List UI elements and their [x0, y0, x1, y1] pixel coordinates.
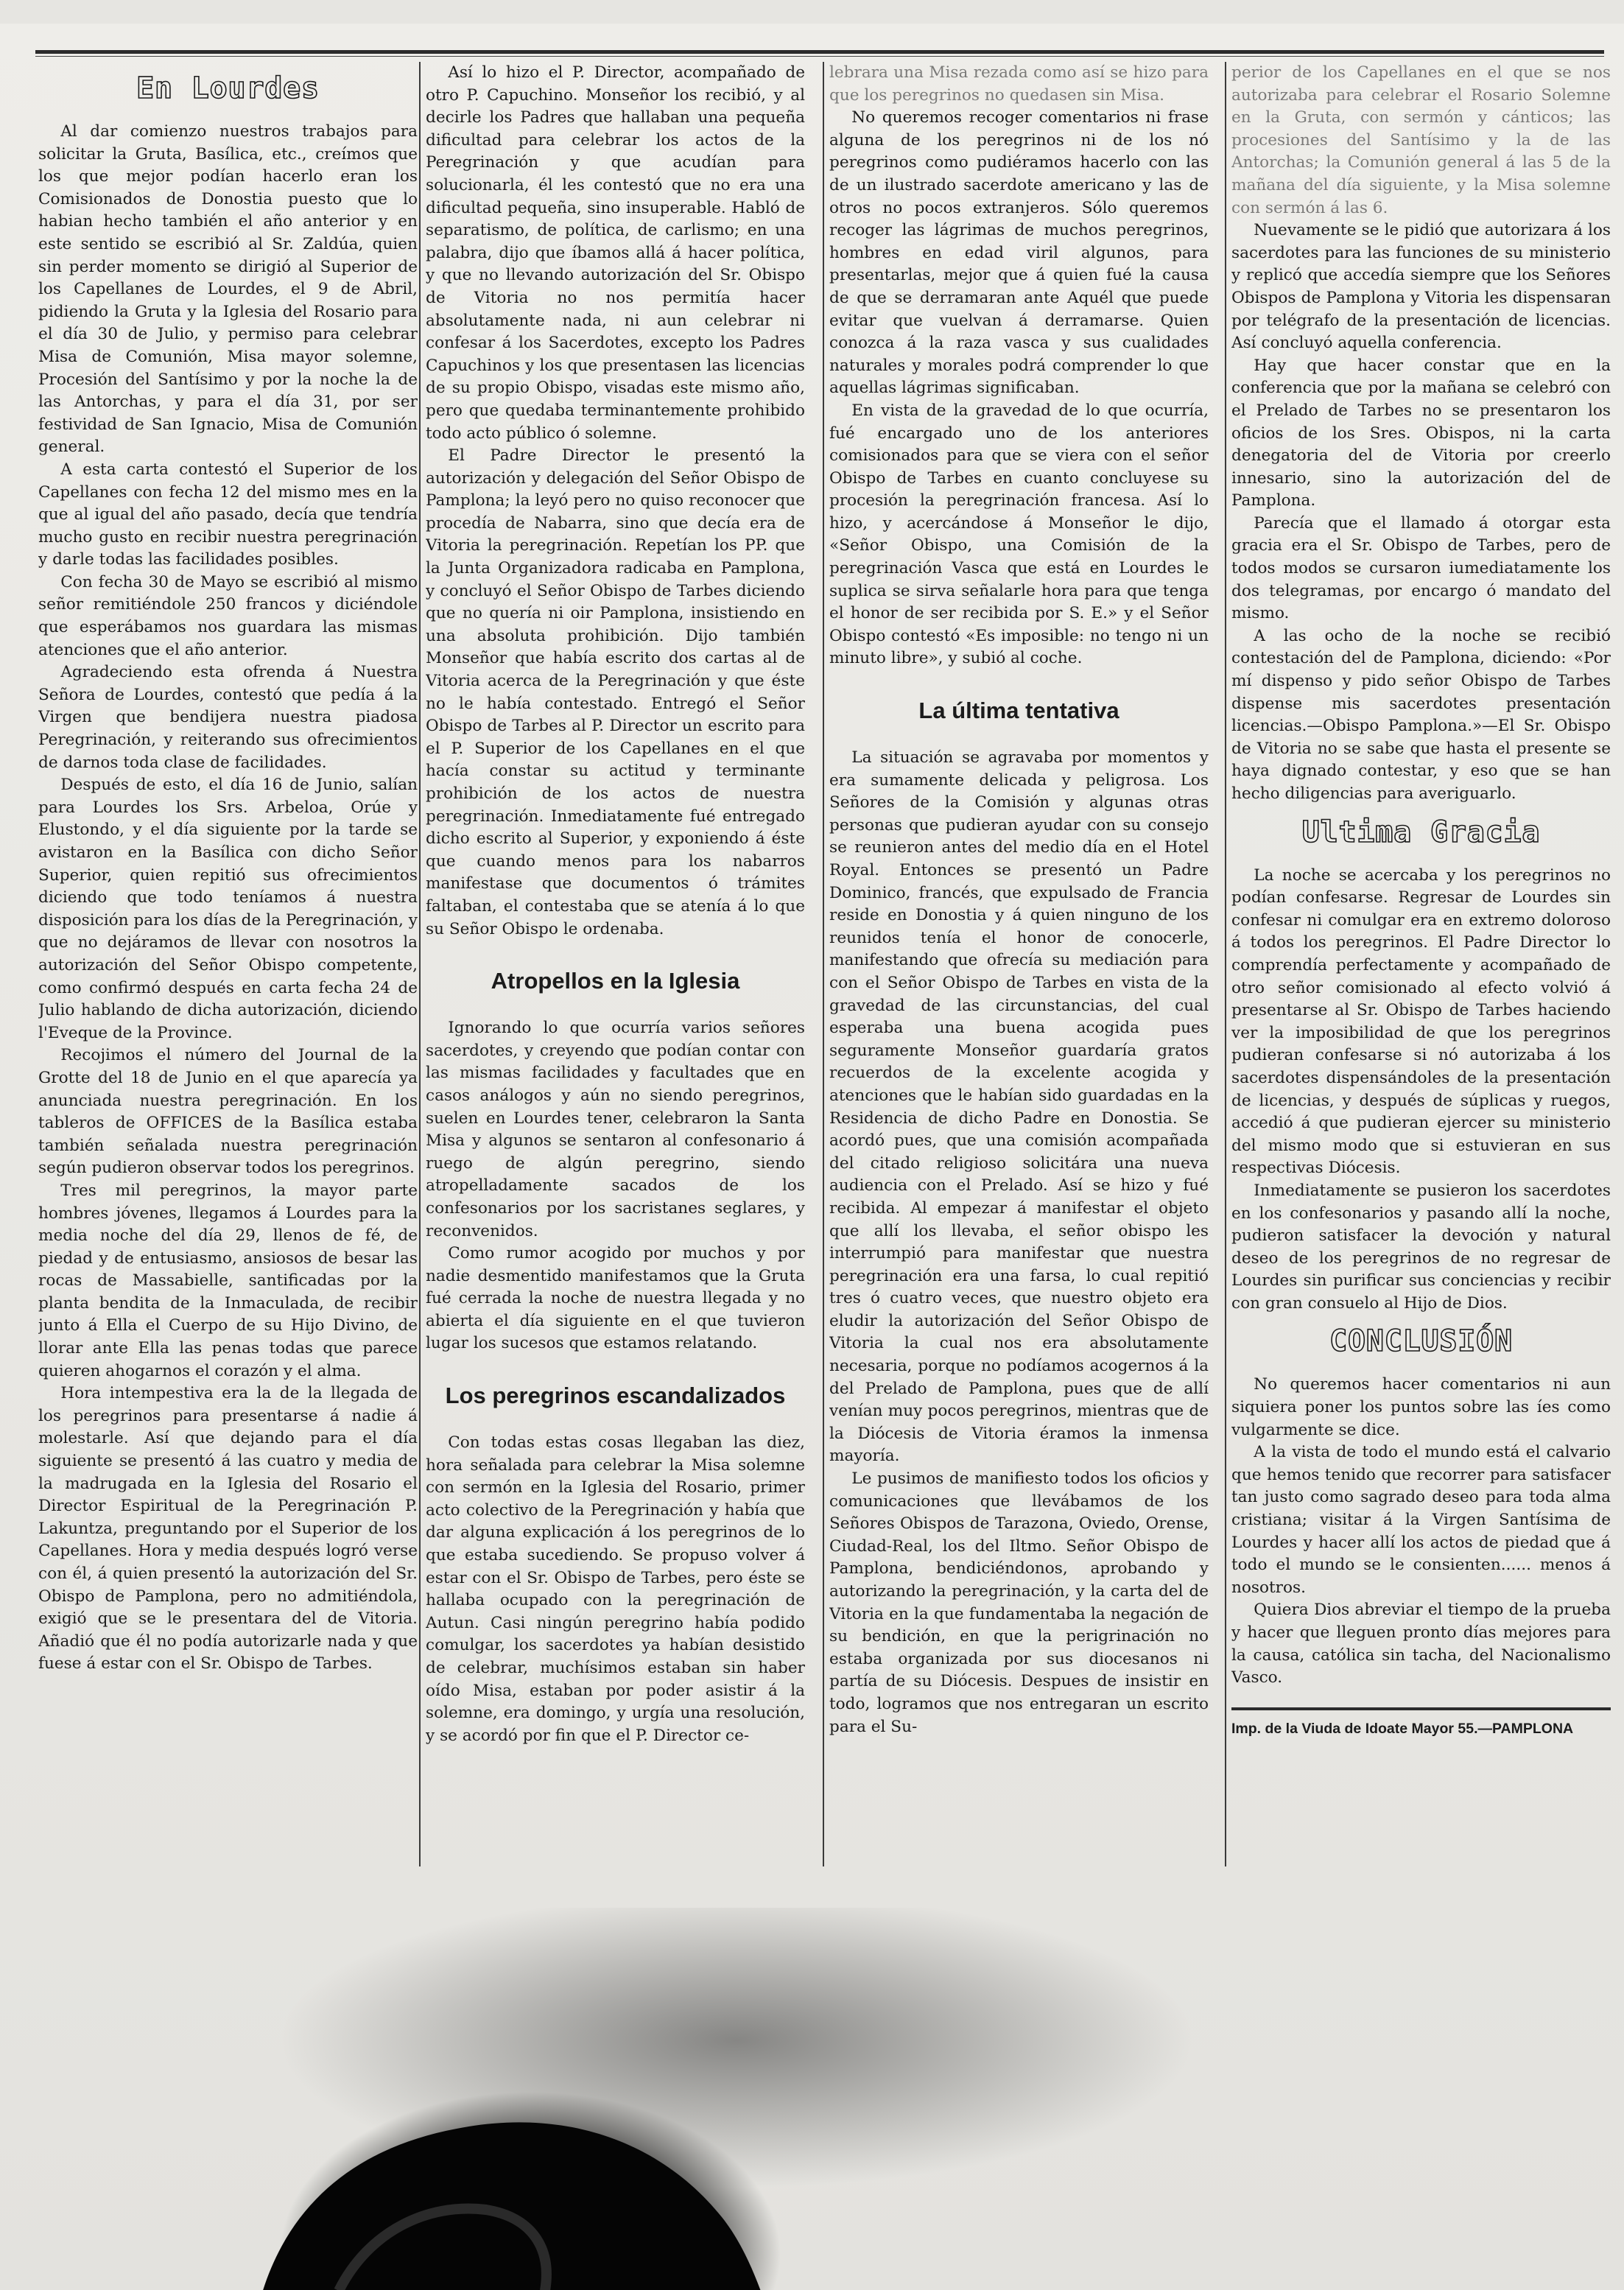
- paragraph: El Padre Director le presentó la autorización y delegación del Señor Obispo de Pamplona; la leyó pero no quiso reconocer que procedía de Nabarra, sino que decía era de Vitoria la peregrinación. Repetían los PP. que la Junta Organizadora radicaba en Pamplona, y concluyó el Señor Obispo de Tarbes diciendo que no quería ni oir Pamplona, insistiendo en una absoluta prohibición. Dijo también Monseñor que había escrito dos cartas al de Vitoria acerca de la Peregrinación y que éste no le había contestado. Entregó el Señor Obispo de Tarbes al P. Director un escrito para el P. Superior de los Capellanes en el que hacía constar su actitud y terminante prohibición de los actos de nuestra peregrinación. Inmediatamente fué entregado dicho escrito al Superior, y exponiendo á éste que cuando menos para los nabarros manifestase que documentos ó trámites faltaban, el contestaba que se atenía á lo que su Señor Obispo le ordenaba.: [426, 446, 805, 938]
- column-divider: [1225, 62, 1226, 1866]
- paragraph: Con fecha 30 de Mayo se escribió al mismo señor remitiéndole 250 francos y diciéndole que esperábamos nos guardara las mismas atenciones que el año anterior.: [38, 572, 418, 659]
- article-title: En Lourdes: [136, 71, 320, 105]
- paragraph: La situación se agravaba por momentos y era sumamente delicada y peligrosa. Los Señores de la Comisión y algunas otras personas que pudieran ayudar con su consejo se reunieron antes del medio día en el Hotel Royal. Entonces se presentó un Padre Dominico, francés, que expulsado de Francia reside en Donostia y á quien ninguno de los reunidos tenía el honor de conocerle, manifestando que ofrecía su mediación para con el Señor Obispo de Tarbes en vista de la gravedad de las circunstancias, del cual esperaba una buena acogida pues seguramente Monseñor guardaría gratos recuerdos de la excelente acogida y atenciones que le habían sido guardadas en la Residencia de dicho Padre en Donostia. Se acordó pues, que una comisión acompañada del citado religioso solicitára una nueva audiencia con el Prelado. Así se hizo y fué recibida. Al empezar á manifestar el objeto que allí los llevaba, el señor obispo les interrumpió para manifestar que nuestra peregrinación era una farsa, lo cual repitió tres ó cuatro veces, que nuestro objeto era eludir la autorización del Señor Obispo de Vitoria la cual nos era absolutamente necesaria, porque no podíamos acogernos á la del Prelado de Pamplona, pues que de allí venían muy pocos peregrinos, mientras que de la Diócesis de Vitoria éramos la inmensa mayoría.: [829, 748, 1209, 1466]
- paragraph: Después de esto, el día 16 de Junio, salían para Lourdes los Srs. Arbeloa, Orúe y Elustondo, y el día siguiente por la tarde se avistaron en la Basílica con dicho Señor Superior, quien repitió sus ofrecimientos diciendo que todo teníamos á nuestra disposición para los días de la Peregrinación, y que no dejáramos de llevar con nosotros la autorización del Señor Obispo competente, como confirmó después en carta fecha 24 de Julio hablando de dicha autorización, diciendo l'Eveque de la Province.: [38, 776, 418, 1042]
- column-divider: [419, 62, 421, 1866]
- paragraph: No queremos hacer comentarios ni aun siquiera poner los puntos sobre las íes como vulgarmente se dice.: [1231, 1375, 1611, 1439]
- paragraph: Quiera Dios abreviar el tiempo de la prueba y hacer que lleguen pronto días mejores para la causa, católica sin tacha, del Nacionalismo Vasco.: [1231, 1601, 1611, 1687]
- paragraph: lebrara una Misa rezada como así se hizo para que los peregrinos no quedasen sin Misa.: [829, 63, 1209, 105]
- printer-imprint: Imp. de la Viuda de Idoate Mayor 55.—PAMPLONA: [1231, 1707, 1611, 1741]
- section-heading: La última tentativa: [918, 698, 1119, 724]
- paragraph: En vista de la gravedad de lo que ocurría, fué encargado uno de los anteriores comisionados para que se viera con el señor Obispo de Tarbes en cuanto concluyese su procesión la peregrinación francesa. Así lo hizo, y acercándose á Monseñor le dijo, «Señor Obispo, una Comisión de la peregrinación Vasca que está en Lourdes le suplica se sirva señalarle hora para que tenga el honor de ser recibida por S. E.» y el Señor Obispo contestó «Es imposible: no tengo ni un minuto libre», y subió al coche.: [829, 401, 1209, 668]
- paragraph: A las ocho de la noche se recibió contestación del de Pamplona, diciendo: «Por mí dispenso y pido señor Obispo de Tarbes dispense mis sacerdotes presentación licencias.—Obispo Pamplona.»—El Sr. Obispo de Vitoria no se sabe que hasta el presente se haya dignado contestar, y eso que se han hecho diligencias para averiguarlo.: [1231, 626, 1611, 803]
- paragraph: Agradeciendo esta ofrenda á Nuestra Señora de Lourdes, contestó que pedía á la Virgen que bendijera nuestra piadosa Peregrinación, y reiterando sus ofrecimientos de darnos toda clase de facilidades.: [38, 663, 418, 772]
- top-rule-thin: [35, 56, 1604, 57]
- paragraph: Recojimos el número del Journal de la Grotte del 18 de Junio en el que aparecía ya anunciada nuestra peregrinación. En los tableros de OFFICES de la Basílica estaba también señalada nuestra peregrinación según pudieron observar todos los peregrinos.: [38, 1046, 418, 1178]
- paragraph: A esta carta contestó el Superior de los Capellanes con fecha 12 del mismo mes en la que al igual del año pasado, decía que tendría mucho gusto en recibir nuestra peregrinación y darle todas las facilidades posibles.: [38, 460, 418, 569]
- column-2: [426, 62, 805, 1859]
- section-heading: Ultima Gracia: [1301, 815, 1541, 849]
- paragraph: Hora intempestiva era la de la llegada de los peregrinos para presentarse á nadie á molestarle. Así que dejando para el día siguiente se presentó á las cuatro y media de la madrugada en la Iglesia del Rosario el Director Espiritual de la Peregrinación P. Lakuntza, preguntando por el Superior de los Capellanes. Hora y media después logró verse con él, á quien presentó la autorización del Sr. Obispo de Pamplona, pero no admitiéndola, exigió que se le presentara del de Vitoria. Añadió que él no podía autorizarle nada y que fuese á estar con el Sr. Obispo de Tarbes.: [38, 1384, 418, 1673]
- paragraph: Al dar comienzo nuestros trabajos para solicitar la Gruta, Basílica, etc., creímos que los que mejor podían hacerlo eran los Comisionados de Donostia puesto que lo habian hecho también el año anterior y en este sentido se escribió al Sr. Zaldúa, quien sin perder momento se dirigió al Superior de los Capellanes de Lourdes, el 9 de Abril, pidiendo la Gruta y la Iglesia del Rosario para el día 30 de Julio, y permiso para celebrar Misa de Comunión, Misa mayor solemne, Procesión del Santísimo y por la noche la de las Antorchas, y para el día 31, por ser festividad de San Ignacio, Misa de Comunión general.: [38, 122, 418, 457]
- section-heading: Atropellos en la Iglesia: [491, 968, 740, 994]
- section-heading: CONCLUSIÓN: [1329, 1324, 1513, 1359]
- paragraph: Con todas estas cosas llegaban las diez, hora señalada para celebrar la Misa solemne con sermón en la Iglesia del Rosario, primer acto colectivo de la Peregrinación y había que dar alguna explicación á los peregrinos de lo que estaba sucediendo. Se propuso volver á estar con el Sr. Obispo de Tarbes, pero éste se hallaba ocupado con la peregrinación de Autun. Casi ningún peregrino había podido comulgar, los sacerdotes ya habían desistido de celebrar, muchísimos estaban sin haber oído Misa, estaban por poder asistir á la solemne, era domingo, y urgía una resolución, y se acordó por fin que el P. Director ce-: [426, 1433, 805, 1745]
- section-heading: Los peregrinos escandalizados: [445, 1383, 786, 1409]
- top-rule: [35, 50, 1604, 54]
- scan-shadow: [221, 1908, 1326, 2290]
- paragraph: No queremos recoger comentarios ni frase alguna de los peregrinos ni de los nó peregrinos como pudiéramos hacerlo con las de un ilustrado sacerdote americano y las de otros no pocos extranjeros. Sólo queremos recoger las lágrimas de muchos peregrinos, hombres en edad viril algunos, para presentarlas, mejor que á quien fué la causa de que se derramaran ante Aquél que puede evitar que vuelvan á derramarse. Quien conozca á la raza vasca y sus cualidades naturales y morales podrá comprender lo que aquellas lágrimas significaban.: [829, 108, 1209, 398]
- paragraph: Hay que hacer constar que en la conferencia que por la mañana se celebró con el Prelado de Tarbes no se presentaron los oficios de los Sres. Obispos, ni la carta denegatoria del de Vitoria por creerlo innesario, sino la autorización del de Pamplona.: [1231, 356, 1611, 510]
- paragraph: Tres mil peregrinos, la mayor parte hombres jóvenes, llegamos á Lourdes para la media noche del día 29, llenos de fé, de piedad y de entusiasmo, ansiosos de besar las rocas de Massabielle, santificadas por la planta bendita de la Inmaculada, de recibir junto á Ella el Cuerpo de su Hijo Divino, de llorar ante Ella las penas todas que parece quieren ahogarnos el corazón y el alma.: [38, 1181, 418, 1380]
- paragraph: Le pusimos de manifiesto todos los oficios y comunicaciones que llevábamos de los Señores Obispos de Tarazona, Oviedo, Orense, Ciudad-Real, los del Iltmo. Señor Obispo de Pamplona, bendiciéndonos, aprobando y autorizando la peregrinación, y la carta del de Vitoria en la que fundamentaba la negación de su bendición, en que la perigrinación no estaba organizada por sus diocesanos ni partía de su Diócesis. Despues de insistir en todo, logramos que nos entregaran un escrito para el Su-: [829, 1469, 1209, 1736]
- paragraph: Así lo hizo el P. Director, acompañado de otro P. Capuchino. Monseñor los recibió, y al decirle los Padres que hallaban una pequeña dificultad para celebrar los actos de la Peregrinación y que acudían para solucionarla, él les contestó que no era una dificultad pequeña, sino insuperable. Habló de separatismo, de política, de carlismo; en una palabra, dijo que íbamos allá á hacer política, y que no llevando autorización del Sr. Obispo de Vitoria no nos permitía hacer absolutamente nada, ni aun celebrar ni confesar á los Sacerdotes, excepto los Padres Capuchinos y los que presentasen las licencias de su propio Obispo, visadas este mismo año, pero que quedaba terminantemente prohibido todo acto público ó solemne.: [426, 63, 805, 443]
- paragraph: Inmediatamente se pusieron los sacerdotes en los confesonarios y pasando allí la noche, pudieron satisfacer la devoción y natural deseo de los peregrinos de no regresar de Lourdes sin purificar sus conciencias y recibir con gran consuelo al Hijo de Dios.: [1231, 1181, 1611, 1313]
- paragraph: perior de los Capellanes en el que se nos autorizaba para celebrar el Rosario Solemne en la Gruta, con sermón y cánticos; las procesiones del Santísimo y la de las Antorchas; la Comunión general á las 5 de la mañana del día siguiente, y la Misa solemne con sermón á las 6.: [1231, 63, 1611, 217]
- paragraph: Ignorando lo que ocurría varios señores sacerdotes, y creyendo que podían contar con las mismas facilidades y facultades que en casos análogos y aún no siendo peregrinos, suelen en Lourdes tener, celebraron la Santa Misa y algunos se sentaron al confesonario á ruego de algún peregrino, siendo atropelladamente sacados de los confesonarios por los sacristanes seglares, y reconvenidos.: [426, 1019, 805, 1240]
- column-divider: [823, 62, 824, 1866]
- paragraph: Nuevamente se le pidió que autorizara á los sacerdotes para las funciones de su ministerio y replicó que accedía siempre que los Señores Obispos de Pamplona y Vitoria les dispensaran por telégrafo de la presentación de licencias. Así concluyó aquella conferencia.: [1231, 221, 1611, 353]
- paragraph: A la vista de todo el mundo está el calvario que hemos tenido que recorrer para satisfacer tan justo como sagrado deseo para toda alma cristiana; visitar á la Virgen Santísima de Lourdes y hacer allí los actos de piedad que á todo el mundo se le consienten...... menos á nosotros.: [1231, 1443, 1611, 1597]
- column-4: [1231, 62, 1611, 1859]
- column-3: [829, 62, 1209, 1859]
- paragraph: La noche se acercaba y los peregrinos no podían confesarse. Regresar de Lourdes sin confesar ni comulgar era en extremo doloroso á todos los peregrinos. El Padre Director lo comprendía perfectamente y acompañado de otro señor comisionado al efecto volvió á presentarse al Sr. Obispo de Tarbes haciendo ver la imposibilidad de que los peregrinos pudieran confesarse si nó autorizaba á los sacerdotes dispensándoles de la presentación de licencias, y después de súplicas y ruegos, accedió á que pudieran ejercer su ministerio del mismo modo que si estuvieran en sus respectivas Diócesis.: [1231, 865, 1611, 1178]
- paragraph: Como rumor acogido por muchos y por nadie desmentido manifestamos que la Gruta fué cerrada la noche de nuestra llegada y no abierta el día siguiente en el que tuvieron lugar los sucesos que estamos relatando.: [426, 1244, 805, 1353]
- column-1: [38, 62, 418, 1859]
- top-margin: [0, 0, 1624, 24]
- paragraph: Parecía que el llamado á otorgar esta gracia era el Sr. Obispo de Tarbes, pero de todos modos se cursaron iumediatamente los dos telegramas, por encargo ó mandato del mismo.: [1231, 513, 1611, 623]
